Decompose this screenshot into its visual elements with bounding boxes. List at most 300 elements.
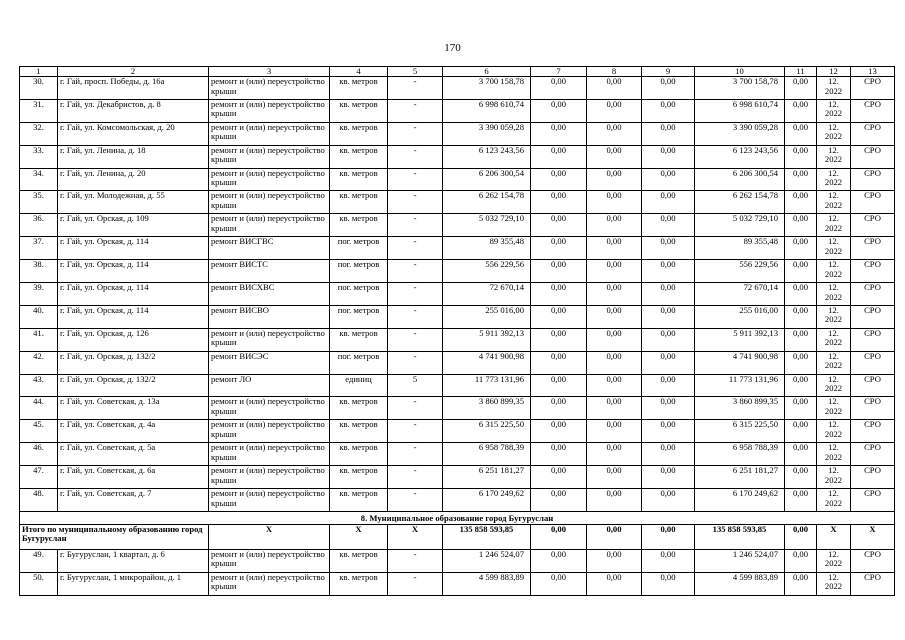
amount-cell: 0,00 xyxy=(531,572,587,595)
deadline-cell: 12. 2022 xyxy=(817,466,851,489)
row-number: 47. xyxy=(20,466,58,489)
amount-cell: 0,00 xyxy=(531,191,587,214)
work-type-cell: ремонт ЛО xyxy=(209,374,330,397)
amount-cell: 0,00 xyxy=(785,549,817,572)
unit-cell: кв. метров xyxy=(330,572,388,595)
unit-cell: кв. метров xyxy=(330,168,388,191)
row-number: 32. xyxy=(20,122,58,145)
address-cell: г. Гай, ул. Орская, д. 109 xyxy=(58,214,209,237)
amount-cell: 0,00 xyxy=(587,489,642,512)
amount-cell: 0,00 xyxy=(587,351,642,374)
amount-cell: 0,00 xyxy=(642,466,695,489)
fund-amount-cell: 556 229,56 xyxy=(695,260,785,283)
table-row xyxy=(20,77,895,100)
method-cell: СРО xyxy=(851,283,895,306)
amount-cell: 0,00 xyxy=(785,168,817,191)
address-cell: г. Гай, ул. Комсомольская, д. 20 xyxy=(58,122,209,145)
fund-amount-cell: 6 998 610,74 xyxy=(695,99,785,122)
total-cost-cell: 135 858 593,85 xyxy=(443,524,531,549)
work-type-cell: ремонт и (или) переустройство крыши xyxy=(209,168,330,191)
total-cell: X xyxy=(388,524,443,549)
amount-cell: 0,00 xyxy=(785,99,817,122)
quantity-cell: - xyxy=(388,283,443,306)
cost-total-cell: 6 998 610,74 xyxy=(443,99,531,122)
quantity-cell: - xyxy=(388,214,443,237)
amount-cell: 0,00 xyxy=(785,351,817,374)
quantity-cell: - xyxy=(388,549,443,572)
quantity-cell: - xyxy=(388,443,443,466)
total-cell: X xyxy=(817,524,851,549)
column-number: 1 xyxy=(20,67,58,77)
unit-cell: кв. метров xyxy=(330,214,388,237)
fund-amount-cell: 11 773 131,96 xyxy=(695,374,785,397)
fund-amount-cell: 3 700 158,78 xyxy=(695,77,785,100)
amount-cell: 0,00 xyxy=(587,466,642,489)
work-type-cell: ремонт и (или) переустройство крыши xyxy=(209,466,330,489)
table-row xyxy=(20,466,895,489)
address-cell: г. Гай, ул. Ленина, д. 18 xyxy=(58,145,209,168)
table-row xyxy=(20,214,895,237)
row-number: 30. xyxy=(20,77,58,100)
total-cell: 0,00 xyxy=(531,524,587,549)
cost-total-cell: 5 032 729,10 xyxy=(443,214,531,237)
amount-cell: 0,00 xyxy=(785,191,817,214)
deadline-cell: 12. 2022 xyxy=(817,260,851,283)
table-row xyxy=(20,168,895,191)
work-type-cell: ремонт и (или) переустройство крыши xyxy=(209,328,330,351)
cost-total-cell: 4 741 900,98 xyxy=(443,351,531,374)
deadline-cell: 12. 2022 xyxy=(817,443,851,466)
work-type-cell: ремонт и (или) переустройство крыши xyxy=(209,420,330,443)
quantity-cell: - xyxy=(388,328,443,351)
deadline-cell: 12. 2022 xyxy=(817,549,851,572)
fund-amount-cell: 4 599 883,89 xyxy=(695,572,785,595)
quantity-cell: - xyxy=(388,77,443,100)
quantity-cell: - xyxy=(388,489,443,512)
amount-cell: 0,00 xyxy=(531,77,587,100)
amount-cell: 0,00 xyxy=(642,214,695,237)
amount-cell: 0,00 xyxy=(642,489,695,512)
row-number: 31. xyxy=(20,99,58,122)
amount-cell: 0,00 xyxy=(587,305,642,328)
amount-cell: 0,00 xyxy=(785,466,817,489)
work-type-cell: ремонт и (или) переустройство крыши xyxy=(209,191,330,214)
deadline-cell: 12. 2022 xyxy=(817,283,851,306)
amount-cell: 0,00 xyxy=(531,122,587,145)
fund-amount-cell: 3 860 899,35 xyxy=(695,397,785,420)
amount-cell: 0,00 xyxy=(531,260,587,283)
table-row xyxy=(20,549,895,572)
page-number: 170 xyxy=(444,42,461,54)
column-number: 9 xyxy=(642,67,695,77)
work-type-cell: ремонт и (или) переустройство крыши xyxy=(209,122,330,145)
fund-amount-cell: 6 262 154,78 xyxy=(695,191,785,214)
deadline-cell: 12. 2022 xyxy=(817,145,851,168)
unit-cell: кв. метров xyxy=(330,466,388,489)
amount-cell: 0,00 xyxy=(531,237,587,260)
amount-cell: 0,00 xyxy=(587,328,642,351)
fund-amount-cell: 4 741 900,98 xyxy=(695,351,785,374)
amount-cell: 0,00 xyxy=(642,77,695,100)
amount-cell: 0,00 xyxy=(642,191,695,214)
row-number: 45. xyxy=(20,420,58,443)
row-number: 35. xyxy=(20,191,58,214)
work-type-cell: ремонт и (или) переустройство крыши xyxy=(209,443,330,466)
table-row xyxy=(20,443,895,466)
unit-cell: пог. метров xyxy=(330,260,388,283)
address-cell: г. Гай, ул. Ленина, д. 20 xyxy=(58,168,209,191)
method-cell: СРО xyxy=(851,397,895,420)
unit-cell: кв. метров xyxy=(330,145,388,168)
address-cell: г. Гай, ул. Орская, д. 132/2 xyxy=(58,351,209,374)
cost-total-cell: 4 599 883,89 xyxy=(443,572,531,595)
address-cell: г. Бугуруслан, 1 микрорайон, д. 1 xyxy=(58,572,209,595)
address-cell: г. Гай, ул. Орская, д. 114 xyxy=(58,260,209,283)
amount-cell: 0,00 xyxy=(642,237,695,260)
unit-cell: пог. метров xyxy=(330,283,388,306)
fund-amount-cell: 5 032 729,10 xyxy=(695,214,785,237)
amount-cell: 0,00 xyxy=(642,260,695,283)
cost-total-cell: 255 016,00 xyxy=(443,305,531,328)
row-number: 50. xyxy=(20,572,58,595)
table-row xyxy=(20,328,895,351)
amount-cell: 0,00 xyxy=(587,122,642,145)
amount-cell: 0,00 xyxy=(587,145,642,168)
work-type-cell: ремонт и (или) переустройство крыши xyxy=(209,489,330,512)
amount-cell: 0,00 xyxy=(531,351,587,374)
unit-cell: кв. метров xyxy=(330,420,388,443)
unit-cell: единиц xyxy=(330,374,388,397)
row-number: 33. xyxy=(20,145,58,168)
table-row xyxy=(20,145,895,168)
quantity-cell: - xyxy=(388,260,443,283)
method-cell: СРО xyxy=(851,99,895,122)
total-cell: 0,00 xyxy=(587,524,642,549)
work-type-cell: ремонт и (или) переустройство крыши xyxy=(209,214,330,237)
deadline-cell: 12. 2022 xyxy=(817,489,851,512)
amount-cell: 0,00 xyxy=(785,572,817,595)
amount-cell: 0,00 xyxy=(785,283,817,306)
amount-cell: 0,00 xyxy=(587,572,642,595)
cost-total-cell: 3 700 158,78 xyxy=(443,77,531,100)
cost-total-cell: 6 315 225,50 xyxy=(443,420,531,443)
quantity-cell: - xyxy=(388,305,443,328)
cost-total-cell: 6 206 300,54 xyxy=(443,168,531,191)
amount-cell: 0,00 xyxy=(785,260,817,283)
row-number: 36. xyxy=(20,214,58,237)
deadline-cell: 12. 2022 xyxy=(817,328,851,351)
column-number: 5 xyxy=(388,67,443,77)
amount-cell: 0,00 xyxy=(531,99,587,122)
table-row xyxy=(20,283,895,306)
address-cell: г. Гай, ул. Советская, д. 4а xyxy=(58,420,209,443)
amount-cell: 0,00 xyxy=(642,549,695,572)
amount-cell: 0,00 xyxy=(587,549,642,572)
amount-cell: 0,00 xyxy=(785,397,817,420)
amount-cell: 0,00 xyxy=(642,397,695,420)
column-number: 2 xyxy=(58,67,209,77)
cost-total-cell: 89 355,48 xyxy=(443,237,531,260)
amount-cell: 0,00 xyxy=(642,443,695,466)
method-cell: СРО xyxy=(851,466,895,489)
total-cell: X xyxy=(851,524,895,549)
amount-cell: 0,00 xyxy=(531,397,587,420)
row-number: 34. xyxy=(20,168,58,191)
total-cell: 0,00 xyxy=(642,524,695,549)
amount-cell: 0,00 xyxy=(531,489,587,512)
method-cell: СРО xyxy=(851,374,895,397)
row-number: 41. xyxy=(20,328,58,351)
deadline-cell: 12. 2022 xyxy=(817,572,851,595)
work-type-cell: ремонт и (или) переустройство крыши xyxy=(209,145,330,168)
row-number: 38. xyxy=(20,260,58,283)
deadline-cell: 12. 2022 xyxy=(817,397,851,420)
method-cell: СРО xyxy=(851,77,895,100)
quantity-cell: - xyxy=(388,191,443,214)
address-cell: г. Гай, ул. Орская, д. 114 xyxy=(58,305,209,328)
amount-cell: 0,00 xyxy=(642,374,695,397)
amount-cell: 0,00 xyxy=(642,99,695,122)
table-row xyxy=(20,397,895,420)
amount-cell: 0,00 xyxy=(531,214,587,237)
amount-cell: 0,00 xyxy=(531,443,587,466)
total-cell: X xyxy=(330,524,388,549)
cost-total-cell: 6 251 181,27 xyxy=(443,466,531,489)
method-cell: СРО xyxy=(851,572,895,595)
amount-cell: 0,00 xyxy=(642,351,695,374)
quantity-cell: - xyxy=(388,99,443,122)
total-row xyxy=(20,524,895,549)
row-number: 43. xyxy=(20,374,58,397)
table-row xyxy=(20,420,895,443)
amount-cell: 0,00 xyxy=(587,374,642,397)
amount-cell: 0,00 xyxy=(642,283,695,306)
amount-cell: 0,00 xyxy=(531,168,587,191)
amount-cell: 0,00 xyxy=(587,214,642,237)
table-row xyxy=(20,351,895,374)
method-cell: СРО xyxy=(851,328,895,351)
column-number: 8 xyxy=(587,67,642,77)
total-cell: X xyxy=(209,524,330,549)
amount-cell: 0,00 xyxy=(642,305,695,328)
table-row xyxy=(20,374,895,397)
method-cell: СРО xyxy=(851,168,895,191)
fund-amount-cell: 72 670,14 xyxy=(695,283,785,306)
amount-cell: 0,00 xyxy=(785,237,817,260)
amount-cell: 0,00 xyxy=(587,99,642,122)
column-number: 6 xyxy=(443,67,531,77)
unit-cell: пог. метров xyxy=(330,305,388,328)
unit-cell: пог. метров xyxy=(330,351,388,374)
work-type-cell: ремонт и (или) переустройство крыши xyxy=(209,77,330,100)
quantity-cell: - xyxy=(388,351,443,374)
table-row xyxy=(20,305,895,328)
works-table xyxy=(19,66,895,596)
table-row xyxy=(20,489,895,512)
amount-cell: 0,00 xyxy=(587,168,642,191)
method-cell: СРО xyxy=(851,420,895,443)
row-number: 44. xyxy=(20,397,58,420)
amount-cell: 0,00 xyxy=(785,214,817,237)
fund-amount-cell: 6 251 181,27 xyxy=(695,466,785,489)
quantity-cell: - xyxy=(388,420,443,443)
method-cell: СРО xyxy=(851,237,895,260)
row-number: 46. xyxy=(20,443,58,466)
amount-cell: 0,00 xyxy=(642,168,695,191)
address-cell: г. Гай, ул. Орская, д. 114 xyxy=(58,283,209,306)
fund-amount-cell: 89 355,48 xyxy=(695,237,785,260)
fund-amount-cell: 5 911 392,13 xyxy=(695,328,785,351)
row-number: 42. xyxy=(20,351,58,374)
amount-cell: 0,00 xyxy=(587,260,642,283)
amount-cell: 0,00 xyxy=(587,443,642,466)
deadline-cell: 12. 2022 xyxy=(817,122,851,145)
address-cell: г. Бугуруслан, 1 квартал, д. 6 xyxy=(58,549,209,572)
table-row xyxy=(20,191,895,214)
amount-cell: 0,00 xyxy=(785,122,817,145)
quantity-cell: - xyxy=(388,145,443,168)
address-cell: г. Гай, ул. Советская, д. 7 xyxy=(58,489,209,512)
quantity-cell: - xyxy=(388,122,443,145)
deadline-cell: 12. 2022 xyxy=(817,168,851,191)
amount-cell: 0,00 xyxy=(785,420,817,443)
amount-cell: 0,00 xyxy=(642,122,695,145)
method-cell: СРО xyxy=(851,489,895,512)
address-cell: г. Гай, ул. Орская, д. 132/2 xyxy=(58,374,209,397)
amount-cell: 0,00 xyxy=(587,77,642,100)
deadline-cell: 12. 2022 xyxy=(817,191,851,214)
fund-amount-cell: 1 246 524,07 xyxy=(695,549,785,572)
method-cell: СРО xyxy=(851,443,895,466)
column-number: 10 xyxy=(695,67,785,77)
unit-cell: кв. метров xyxy=(330,328,388,351)
total-cell: 0,00 xyxy=(785,524,817,549)
work-type-cell: ремонт и (или) переустройство крыши xyxy=(209,99,330,122)
table-row xyxy=(20,237,895,260)
cost-total-cell: 1 246 524,07 xyxy=(443,549,531,572)
deadline-cell: 12. 2022 xyxy=(817,99,851,122)
cost-total-cell: 3 860 899,35 xyxy=(443,397,531,420)
cost-total-cell: 3 390 059,28 xyxy=(443,122,531,145)
unit-cell: кв. метров xyxy=(330,549,388,572)
cost-total-cell: 6 123 243,56 xyxy=(443,145,531,168)
row-number: 49. xyxy=(20,549,58,572)
column-number-row xyxy=(20,67,895,77)
address-cell: г. Гай, просп. Победы, д. 16а xyxy=(58,77,209,100)
work-type-cell: ремонт ВИСТС xyxy=(209,260,330,283)
deadline-cell: 12. 2022 xyxy=(817,305,851,328)
amount-cell: 0,00 xyxy=(785,489,817,512)
method-cell: СРО xyxy=(851,214,895,237)
deadline-cell: 12. 2022 xyxy=(817,237,851,260)
method-cell: СРО xyxy=(851,549,895,572)
amount-cell: 0,00 xyxy=(785,77,817,100)
work-type-cell: ремонт ВИСВО xyxy=(209,305,330,328)
cost-total-cell: 6 262 154,78 xyxy=(443,191,531,214)
quantity-cell: - xyxy=(388,572,443,595)
section-title: 8. Муниципальное образование город Бугуруслан xyxy=(20,511,895,524)
address-cell: г. Гай, ул. Молодежная, д. 55 xyxy=(58,191,209,214)
unit-cell: кв. метров xyxy=(330,191,388,214)
amount-cell: 0,00 xyxy=(587,191,642,214)
table-row xyxy=(20,99,895,122)
amount-cell: 0,00 xyxy=(785,374,817,397)
unit-cell: кв. метров xyxy=(330,77,388,100)
fund-amount-cell: 6 206 300,54 xyxy=(695,168,785,191)
work-type-cell: ремонт и (или) переустройство крыши xyxy=(209,572,330,595)
deadline-cell: 12. 2022 xyxy=(817,374,851,397)
deadline-cell: 12. 2022 xyxy=(817,214,851,237)
table-body xyxy=(20,67,895,596)
amount-cell: 0,00 xyxy=(531,145,587,168)
method-cell: СРО xyxy=(851,122,895,145)
amount-cell: 0,00 xyxy=(785,328,817,351)
fund-amount-cell: 6 315 225,50 xyxy=(695,420,785,443)
amount-cell: 0,00 xyxy=(785,145,817,168)
address-cell: г. Гай, ул. Орская, д. 126 xyxy=(58,328,209,351)
cost-total-cell: 6 958 788,39 xyxy=(443,443,531,466)
fund-amount-cell: 6 958 788,39 xyxy=(695,443,785,466)
address-cell: г. Гай, ул. Советская, д. 6а xyxy=(58,466,209,489)
column-number: 13 xyxy=(851,67,895,77)
amount-cell: 0,00 xyxy=(785,443,817,466)
work-type-cell: ремонт ВИСЭС xyxy=(209,351,330,374)
amount-cell: 0,00 xyxy=(531,374,587,397)
unit-cell: кв. метров xyxy=(330,122,388,145)
column-number: 3 xyxy=(209,67,330,77)
column-number: 7 xyxy=(531,67,587,77)
total-fund-cell: 135 858 593,85 xyxy=(695,524,785,549)
quantity-cell: - xyxy=(388,237,443,260)
work-type-cell: ремонт и (или) переустройство крыши xyxy=(209,549,330,572)
unit-cell: кв. метров xyxy=(330,99,388,122)
column-number: 12 xyxy=(817,67,851,77)
method-cell: СРО xyxy=(851,351,895,374)
amount-cell: 0,00 xyxy=(642,572,695,595)
amount-cell: 0,00 xyxy=(785,305,817,328)
row-number: 48. xyxy=(20,489,58,512)
work-type-cell: ремонт ВИСХВС xyxy=(209,283,330,306)
column-number: 11 xyxy=(785,67,817,77)
amount-cell: 0,00 xyxy=(642,145,695,168)
amount-cell: 0,00 xyxy=(642,328,695,351)
quantity-cell: 5 xyxy=(388,374,443,397)
table-row xyxy=(20,260,895,283)
cost-total-cell: 556 229,56 xyxy=(443,260,531,283)
total-label: Итого по муниципальному образованию город Бугуруслан xyxy=(20,524,209,549)
deadline-cell: 12. 2022 xyxy=(817,420,851,443)
quantity-cell: - xyxy=(388,466,443,489)
quantity-cell: - xyxy=(388,168,443,191)
fund-amount-cell: 6 123 243,56 xyxy=(695,145,785,168)
address-cell: г. Гай, ул. Советская, д. 5а xyxy=(58,443,209,466)
quantity-cell: - xyxy=(388,397,443,420)
table-row xyxy=(20,572,895,595)
address-cell: г. Гай, ул. Советская, д. 13а xyxy=(58,397,209,420)
method-cell: СРО xyxy=(851,145,895,168)
cost-total-cell: 72 670,14 xyxy=(443,283,531,306)
amount-cell: 0,00 xyxy=(587,237,642,260)
amount-cell: 0,00 xyxy=(531,328,587,351)
row-number: 37. xyxy=(20,237,58,260)
unit-cell: кв. метров xyxy=(330,443,388,466)
work-type-cell: ремонт и (или) переустройство крыши xyxy=(209,397,330,420)
amount-cell: 0,00 xyxy=(587,283,642,306)
amount-cell: 0,00 xyxy=(531,466,587,489)
section-header-row xyxy=(20,511,895,524)
work-type-cell: ремонт ВИСГВС xyxy=(209,237,330,260)
cost-total-cell: 5 911 392,13 xyxy=(443,328,531,351)
